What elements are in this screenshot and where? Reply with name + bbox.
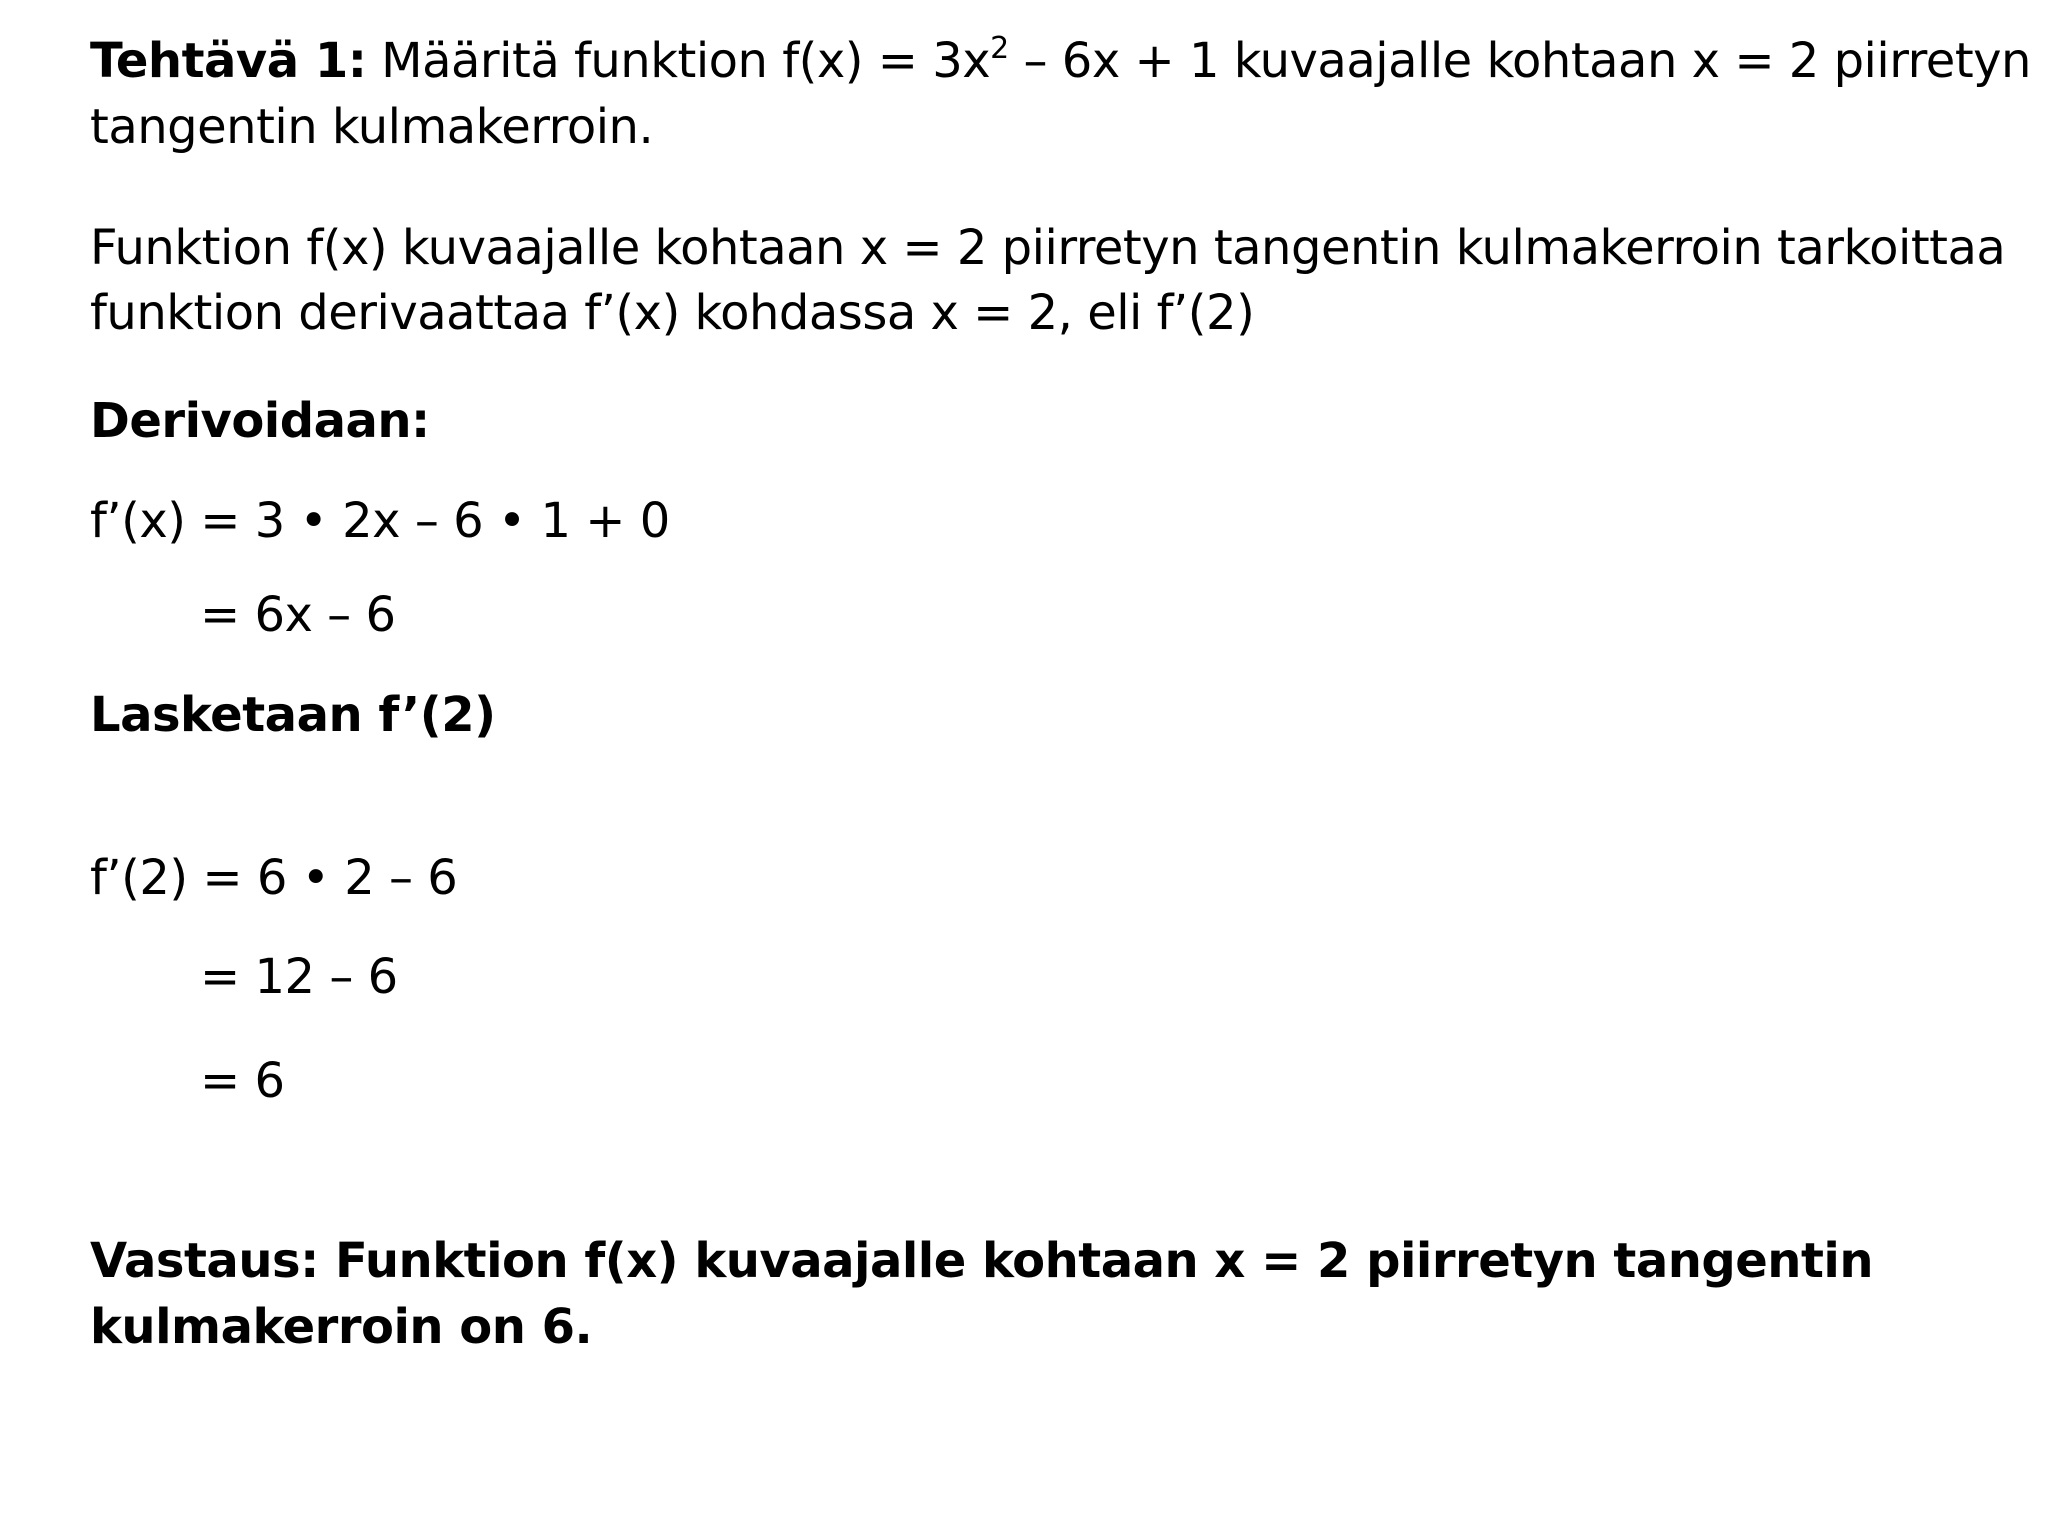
derive-step-2: = 6x – 6 <box>200 587 396 643</box>
derive-step-1: f’(x) = 3 • 2x – 6 • 1 + 0 <box>90 493 670 549</box>
task-label: Tehtävä 1: <box>90 33 367 89</box>
task-statement-line-2: tangentin kulmakerroin. <box>90 99 654 155</box>
task-text-continued: – 6x + 1 kuvaajalle kohtaan x = 2 piirretyn <box>1008 33 2031 89</box>
derive-heading: Derivoidaan: <box>90 393 430 449</box>
task-text: Määritä funktion f(x) = 3x <box>366 33 991 89</box>
compute-step-1: f’(2) = 6 • 2 – 6 <box>90 850 458 906</box>
answer-line-1: Vastaus: Funktion f(x) kuvaajalle kohtaan x = 2 piirretyn tangentin <box>90 1233 1874 1289</box>
task-exponent: 2 <box>990 31 1009 66</box>
task-statement-line-1 <box>90 28 2031 94</box>
answer-line-2: kulmakerroin on 6. <box>90 1299 593 1355</box>
explanation-line-1: Funktion f(x) kuvaajalle kohtaan x = 2 piirretyn tangentin kulmakerroin tarkoittaa <box>90 220 2006 276</box>
compute-step-3: = 6 <box>200 1053 285 1109</box>
explanation-line-2: funktion derivaattaa f’(x) kohdassa x = 2, eli f’(2) <box>90 285 1255 341</box>
compute-step-2: = 12 – 6 <box>200 949 398 1005</box>
compute-heading: Lasketaan f’(2) <box>90 687 496 743</box>
